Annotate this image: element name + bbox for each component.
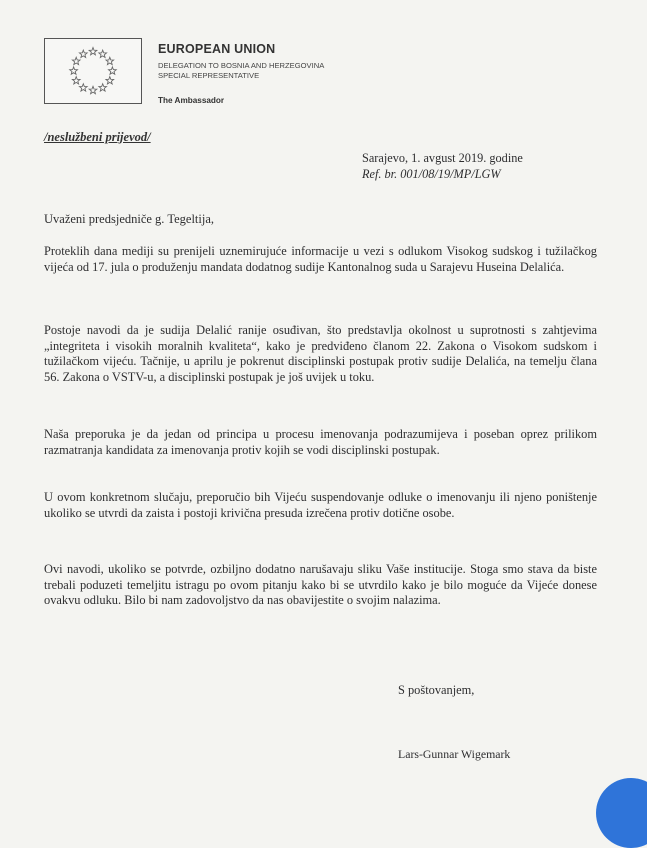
- flag-star-icon: [89, 48, 97, 55]
- letterhead-org: EUROPEAN UNION: [158, 42, 276, 56]
- flag-star-icon: [106, 57, 114, 64]
- flag-star-icon: [72, 57, 80, 64]
- flag-star-icon: [79, 50, 87, 57]
- unofficial-translation-marker: /neslužbeni prijevod/: [44, 130, 151, 144]
- paragraph-1: Proteklih dana mediji su prenijeli uznemirujuće informacije u vezi s odlukom Visokog sudskog i tužilačkog vijeća od 17. jula o produženju mandata dodatnog sudije Kantonalnog suda u Sarajevu Huseina Delalića.: [44, 244, 597, 274]
- flag-star-icon: [79, 84, 87, 91]
- flag-star-icon: [109, 67, 117, 74]
- letterhead-special: SPECIAL REPRESENTATIVE: [158, 71, 260, 80]
- date-block: [362, 150, 523, 182]
- paragraph-3: Naša preporuka je da jedan od principa u procesu imenovanja podrazumijeva i poseban oprez prilikom razmatranja kandidata za imenovanja protiv kojih se vodi disciplinski postupak.: [44, 427, 597, 457]
- flag-star-icon: [99, 84, 107, 91]
- reference-number: Ref. br. 001/08/19/MP/LGW: [362, 167, 501, 181]
- eu-stars-flag-icon: [45, 39, 141, 103]
- flag-star-icon: [89, 86, 97, 93]
- letter-date: Sarajevo, 1. avgust 2019. godine: [362, 151, 523, 165]
- paragraph-4: U ovom konkretnom slučaju, preporučio bih Vijeću suspendovanje odluke o imenovanju ili njeno poništenje ukoliko se utvrdi da zaista i postoji krivična presuda izrečena protiv dotične osobe.: [44, 490, 597, 520]
- blue-overlay-circle[interactable]: [596, 778, 647, 848]
- flag-star-icon: [70, 67, 78, 74]
- letterhead-role: The Ambassador: [158, 96, 225, 105]
- salutation: Uvaženi predsjedniče g. Tegeltija,: [44, 212, 215, 226]
- flag-star-icon: [72, 77, 80, 84]
- closing: S poštovanjem,: [398, 683, 475, 697]
- flag-star-icon: [106, 77, 114, 84]
- flag-star-icon: [99, 50, 107, 57]
- signature-name: Lars-Gunnar Wigemark: [398, 747, 511, 761]
- letterhead-delegation: DELEGATION TO BOSNIA AND HERZEGOVINA: [158, 61, 325, 70]
- paragraph-5: Ovi navodi, ukoliko se potvrde, ozbiljno dodatno narušavaju sliku Vaše institucije. Stoga smo stava da biste trebali poduzeti temeljitu istragu po ovom pitanju kako bi se utvrdilo kako je bilo moguće da Vijeće donese ovakvu odluku. Bilo bi nam zadovoljstvo da nas obavijestite o svojim nalazima.: [44, 562, 597, 607]
- paragraph-2: Postoje navodi da je sudija Delalić ranije osuđivan, što predstavlja okolnost u suprotnosti s zahtjevima „integriteta i visokih moralnih kvaliteta“, kako je predviđeno članom 22. Zakona o Visokom sudskom i tužilačkom vijeću. Tačnije, u aprilu je pokrenut disciplinski postupak protiv sudije Delalića, na temelju člana 56. Zakona o VSTV-u, a disciplinski postupak je još uvijek u toku.: [44, 323, 597, 384]
- eu-flag-logo: [44, 38, 142, 104]
- letterhead-subtitle: [158, 61, 324, 81]
